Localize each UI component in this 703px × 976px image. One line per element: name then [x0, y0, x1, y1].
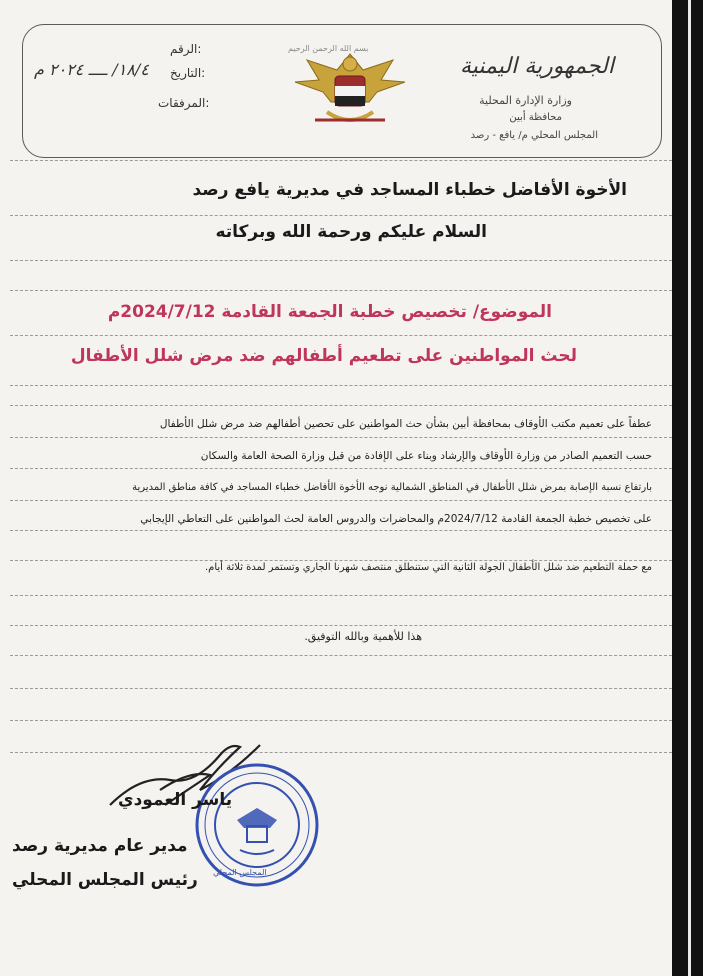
body-line-2: حسب التعميم الصادر من وزارة الأوقاف والإرشاد وبناء على الإفادة من قبل وزارة الصحة العامة والسكان — [200, 450, 652, 462]
date-label: التاريخ: — [170, 66, 206, 80]
body-line-1: عطفاً على تعميم مكتب الأوقاف بمحافظة أبين بشأن حث المواطنين على تحصين أطفالهم ضد مرض شلل الأطفال — [159, 418, 652, 430]
addressee-line: الأخوة الأفاضل خطباء المساجد في مديرية يافع رصد — [192, 180, 627, 200]
country-name: الجمهورية اليمنية — [459, 54, 614, 79]
body-line-3: بارتفاع نسبة الإصابة بمرض شلل الأطفال في المناطق الشمالية نوجه الأخوة الأفاضل خطباء المساجد في كافة مناطق المديرية — [132, 482, 652, 493]
governorate-name: محافظة أبين — [509, 112, 562, 123]
subject-line-2: لحث المواطنين على تطعيم أطفالهم ضد مرض شلل الأطفال — [70, 346, 577, 366]
subject-line-1: الموضوع/ تخصيص خطبة الجمعة القادمة 2024/7/12م — [107, 302, 552, 322]
closing-line: هذا للأهمية وبالله التوفيق. — [304, 630, 422, 643]
basmala-text: بسم الله الرحمن الرحيم — [288, 44, 369, 53]
body-line-5: مع حملة التطعيم ضد شلل الأطفال الجولة الثانية التي ستنطلق منتصف شهرنا الجاري وتستمر لمدة ثلاثة أيام. — [204, 562, 652, 573]
signatory-title-2: رئيس المجلس المحلي — [12, 870, 198, 890]
council-name: المجلس المحلي م/ يافع - رصد — [470, 130, 598, 141]
stamp-inner-text: المجلس المحلي — [213, 868, 267, 877]
photo-edge-highlight — [688, 0, 691, 976]
body-line-4: على تخصيص خطبة الجمعة القادمة 2024/7/12م والمحاضرات والدروس العامة لحث المواطنين على التعاطي الإيجابي — [140, 513, 652, 525]
greeting-line: السلام عليكم ورحمة الله وبركاته — [215, 222, 487, 242]
signatory-title-1: مدير عام مديرية رصد — [12, 836, 188, 856]
yemen-eagle-emblem-icon — [285, 40, 415, 136]
date-value: ١٨/٤/ ــــ ٢٠٢٤ م — [34, 60, 149, 79]
attachments-label: المرفقات: — [158, 96, 210, 110]
ministry-name: وزارة الإدارة المحلية — [479, 94, 572, 107]
signatory-name: ياسر العمودي — [118, 790, 233, 810]
number-label: الرقم: — [170, 42, 202, 56]
